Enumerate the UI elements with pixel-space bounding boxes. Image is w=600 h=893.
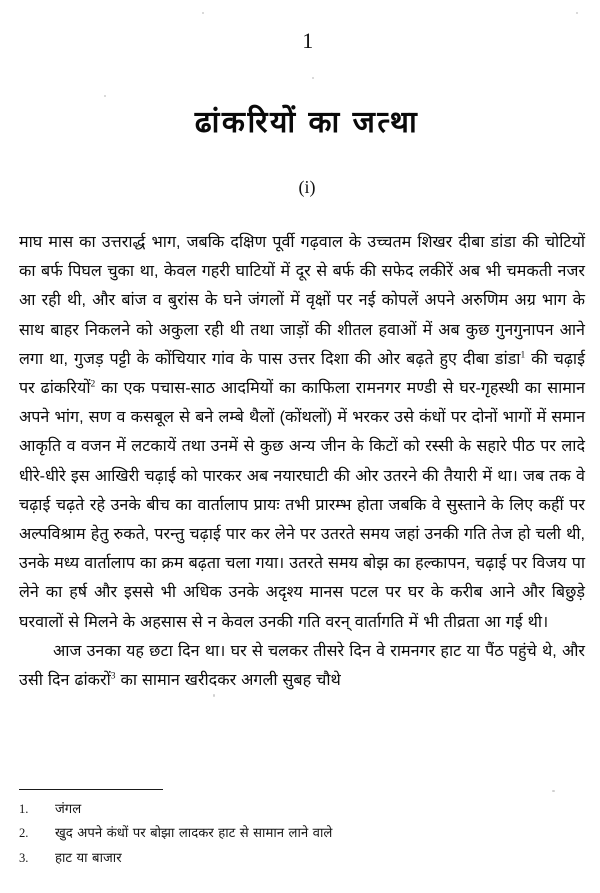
chapter-title: ढांकरियों का जत्था bbox=[194, 106, 420, 140]
footnote-number: 1. bbox=[19, 802, 29, 816]
paragraph: आज उनका यह छटा दिन था। घर से चलकर तीसरे दिन वे रामनगर हाट या पैंठ पहुंचे थे, और उसी दिन ढांकरों$^3$ का सामान खरीदकर अगली सुबह चौथे bbox=[19, 641, 585, 690]
footnote-reference[interactable]: 2 bbox=[90, 379, 96, 390]
footnote-separator-rule bbox=[19, 789, 163, 790]
chapter-number: 1 bbox=[302, 28, 314, 53]
section-marker: (i) bbox=[298, 177, 316, 197]
footnote-reference[interactable]: 1 bbox=[520, 350, 526, 361]
paragraph: माघ मास का उत्तरार्द्ध भाग, जबकि दक्षिण पूर्वी गढ़वाल के उच्चतम शिखर दीबा डांडा की चोटियों का बर्फ पिघल चुका था, केवल गहरी घाटियों में दूर से बर्फ की सफेद लकीरें अब भी चमकती नजर आ रही थी, और बांज व बुरांस के घने जंगलों में वृक्षों पर नई कोपलें अपने अरुणिम अग्र भाग के साथ बाहर निकलने को अकुला रही थी तथा जाड़ों की शीतल हवाओं में अब कुछ गुनगुनापन आने लगा था, गुजड़ पट्टी के कोंचियार गांव के पास उत्तर दिशा की ओर बढ़ते हुए दीबा डांडा$^1$ की चढ़ाई पर ढांकरियों$^2$ का एक पचास-साठ आदमियों का काफिला रामनगर मण्डी से घर-गृहस्थी का सामान अपने भांग, सण व कसबूल से बने लम्बे थैलों (कोंथलों) में भरकर उसे कंधों पर दोनों भागों में समान आकृति व वजन में लटकायें तथा उनमें से कुछ अन्य जीन के किटों को रस्सी के सहारे पीठ पर लादे धीरे-धीरे इस आखिरी चढ़ाई को पारकर अब नयारघाटी की ओर उतरने की तैयारी में था। जब तक वे चढ़ाई चढ़ते रहे उनके बीच का वार्तालाप प्रायः तभी प्रारम्भ होता जबकि वे सुस्ताने के लिए कहीं पर अल्पविश्राम हेतु रुकते, परन्तु चढ़ाई पार कर लेने पर उतरते समय जहां उनकी गति तेज हो चली थी, उनके मध्य वार्तालाप का क्रम बढ़ता चला गया। उतरते समय बोझ का हल्कापन, चढ़ाई पर विजय पा लेने का हर्ष और इससे भी अधिक उनके अदृश्य मानस पटल पर घर के करीब आने और बिछुड़े घरवालों से मिलने के अहसास से न केवल उनकी गति वरन् वार्तागति में भी तीव्रता आ गई थी। bbox=[19, 233, 586, 631]
scan-speckle bbox=[312, 77, 314, 79]
body-text-block bbox=[19, 228, 585, 695]
footnote-number: 3. bbox=[19, 850, 29, 865]
footnote-text: खुद अपने कंधों पर बोझा लादकर हाट से सामान लाने वाले bbox=[55, 825, 333, 841]
footnote-item bbox=[19, 797, 585, 821]
footnote-reference[interactable]: 3 bbox=[110, 671, 116, 682]
footnote-list bbox=[19, 797, 585, 870]
footnote-area bbox=[19, 789, 585, 870]
footnote-item bbox=[19, 846, 585, 870]
footnote-item bbox=[19, 821, 585, 845]
footnote-number: 2. bbox=[19, 826, 29, 841]
footnote-text: हाट या बाजार bbox=[55, 849, 122, 865]
scan-speckle bbox=[202, 12, 204, 14]
scan-speckle bbox=[576, 12, 578, 14]
footnote-text: जंगल bbox=[55, 801, 82, 816]
scan-speckle bbox=[104, 95, 106, 97]
